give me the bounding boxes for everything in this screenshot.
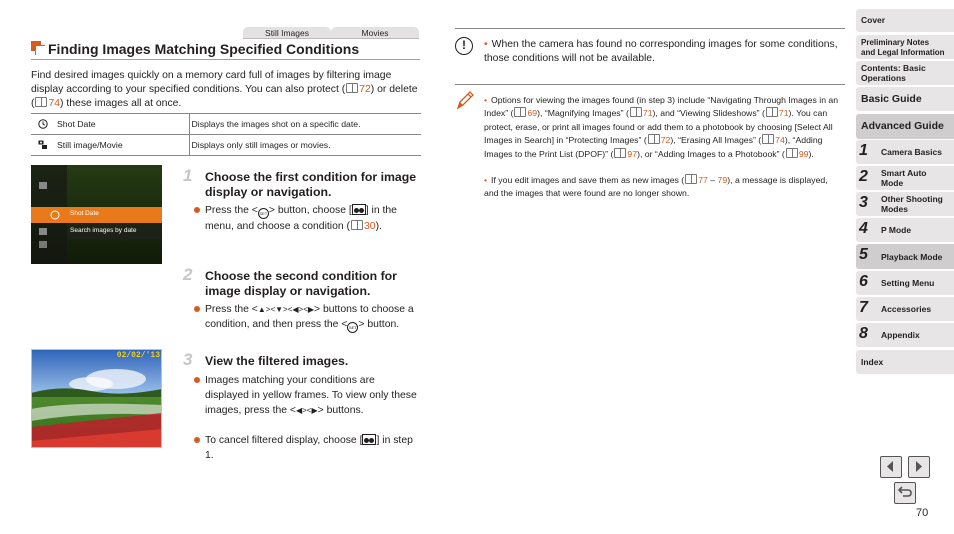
- arrow-right-icon: [909, 457, 928, 476]
- nav-chapter-1[interactable]: 1 Camera Basics: [856, 140, 954, 164]
- step-3-text-1: Images matching your conditions are displayed in yellow frames. To view only these images, press the <◀><▶> buttons.: [205, 375, 417, 416]
- shot-date-label: 02/02/'13: [116, 351, 160, 360]
- landscape-photo-art: [31, 349, 162, 448]
- func-set-button-icon: SET: [347, 322, 358, 333]
- book-icon: [630, 107, 642, 117]
- arrow-buttons-icon: ◀><▶: [295, 406, 318, 415]
- bullet-dot: [194, 377, 200, 383]
- ref-link-74[interactable]: 74: [775, 135, 785, 146]
- table-row: [31, 114, 421, 135]
- tab-movies[interactable]: Movies: [331, 27, 419, 39]
- step-2-text: Press the <▲><▼><◀><▶> buttons to choose a condition, and then press the < SET > button.: [205, 302, 420, 333]
- step-2-title: Choose the second condition for image display or navigation.: [205, 269, 397, 298]
- divider: [455, 28, 845, 29]
- book-icon: [514, 107, 526, 117]
- book-icon: [762, 134, 774, 144]
- condition-name: Still image/Movie: [57, 140, 123, 150]
- book-icon: [685, 174, 697, 184]
- return-button[interactable]: [894, 482, 916, 504]
- book-icon: [35, 97, 47, 107]
- step-3-number: 3: [183, 350, 193, 369]
- step-1-title: Choose the first condition for image display or navigation.: [205, 170, 417, 199]
- title-marker-icon: [31, 41, 41, 51]
- still-image-movie-icon: [38, 140, 48, 150]
- ref-link-71b[interactable]: 71: [778, 108, 789, 119]
- bullet-dot: [194, 306, 200, 312]
- camera-menu-screenshot: [31, 165, 162, 264]
- condition-desc: Displays the images shot on a specific date.: [189, 114, 421, 135]
- note-1: • Options for viewing the images found (in step 3) include “Navigating Through Images in an Index” ( 69), “Magnifying Images” ( 71), and “Viewing Slideshows” ( 71). You can protect, erase, or print all images found or add them to a photobook by choosing [Select All Images in Search] in “Protecting Images” ( 72), “Erasing All Images” ( 74), “Adding Images to the Print List (DPOF)” ( 97), or “Adding Images to a Photobook” ( 99).: [484, 95, 839, 159]
- ref-link-71a[interactable]: 71: [642, 108, 653, 119]
- ref-link-79[interactable]: 79: [717, 175, 728, 185]
- bullet-dot: [194, 437, 200, 443]
- pencil-icon: [455, 89, 475, 111]
- nav-advanced-guide[interactable]: Advanced Guide: [856, 114, 954, 139]
- nav-cover[interactable]: Cover: [856, 9, 954, 32]
- func-set-button-icon: SET: [258, 208, 269, 219]
- note-2: • If you edit images and save them as new images ( 77 – 79), a message is displayed, and the images that were found are no longer shown.: [484, 175, 828, 199]
- conditions-table: [31, 113, 421, 156]
- nav-chapter-4[interactable]: 4 P Mode: [856, 218, 954, 242]
- nav-basic-guide[interactable]: Basic Guide: [856, 87, 954, 111]
- nav-chapter-3[interactable]: 3 Other Shooting Modes: [856, 192, 954, 216]
- ref-link-69[interactable]: 69: [527, 108, 538, 119]
- step-3-title: View the filtered images.: [205, 354, 349, 368]
- nav-chapter-8[interactable]: 8 Appendix: [856, 323, 954, 347]
- warning-icon: !: [455, 37, 473, 55]
- warning-text: • When the camera has found no corresponding images for some conditions, those conditions will not be available.: [484, 39, 838, 64]
- nav-preliminary-notes[interactable]: Preliminary Notes and Legal Information: [856, 35, 954, 59]
- book-icon: [648, 134, 660, 144]
- nav-chapter-7[interactable]: 7 Accessories: [856, 297, 954, 321]
- nav-index[interactable]: Index: [856, 350, 954, 374]
- section-title: [31, 40, 420, 60]
- page-navigation: [880, 456, 932, 504]
- arrow-buttons-icon: ▲><▼><◀><▶: [257, 305, 315, 314]
- table-row: [31, 135, 421, 156]
- ref-link-72[interactable]: 72: [660, 135, 671, 146]
- book-icon: [614, 148, 626, 158]
- ref-link-72[interactable]: 72: [359, 84, 371, 95]
- prev-page-button[interactable]: [880, 456, 902, 478]
- nav-chapter-6[interactable]: 6 Setting Menu: [856, 271, 954, 295]
- binoculars-cancel-icon: [362, 434, 376, 445]
- step-2-number: 2: [183, 265, 193, 284]
- book-icon: [351, 220, 363, 230]
- ref-link-77[interactable]: 77: [698, 175, 708, 185]
- condition-name: Shot Date: [57, 119, 96, 129]
- tab-underline: [243, 38, 419, 39]
- step-3-text-2: To cancel filtered display, choose [ ] in step 1.: [205, 435, 413, 461]
- next-page-button[interactable]: [908, 456, 930, 478]
- page-number: 70: [916, 507, 929, 519]
- bullet-dot: [194, 207, 200, 213]
- filtered-image-screenshot: [31, 349, 162, 448]
- ref-link-99[interactable]: 99: [798, 148, 809, 159]
- tab-still-images[interactable]: Still Images: [243, 27, 331, 39]
- menu-item-shot-date: Shot Date: [70, 210, 99, 217]
- step-1-text: Press the < SET > button, choose [ ] in the menu, and choose a condition ( 30).: [205, 205, 397, 232]
- clock-icon: [38, 119, 48, 129]
- menu-item-hint: Search images by date: [70, 227, 137, 234]
- return-icon: [895, 483, 914, 502]
- page-title: Finding Images Matching Specified Conditions: [48, 41, 360, 57]
- nav-contents-basic[interactable]: Contents: Basic Operations: [856, 61, 954, 85]
- binoculars-icon: [352, 204, 366, 215]
- step-1-number: 1: [183, 166, 193, 185]
- intro-paragraph: Find desired images quickly on a memory card full of images by filtering image display according to your specified conditions. You can also protect ( 72) or delete ( 74) these images all at once.: [31, 70, 418, 109]
- arrow-left-icon: [881, 457, 900, 476]
- ref-link-74[interactable]: 74: [48, 98, 61, 109]
- book-icon: [346, 83, 358, 93]
- book-icon: [766, 107, 778, 117]
- book-icon: [786, 148, 798, 158]
- nav-chapter-2[interactable]: 2 Smart Auto Mode: [856, 166, 954, 190]
- ref-link-97[interactable]: 97: [627, 148, 638, 159]
- nav-chapter-5[interactable]: 5 Playback Mode: [856, 244, 954, 269]
- divider: [455, 84, 845, 85]
- condition-desc: Displays only still images or movies.: [189, 135, 421, 156]
- ref-link-30[interactable]: 30: [364, 221, 376, 232]
